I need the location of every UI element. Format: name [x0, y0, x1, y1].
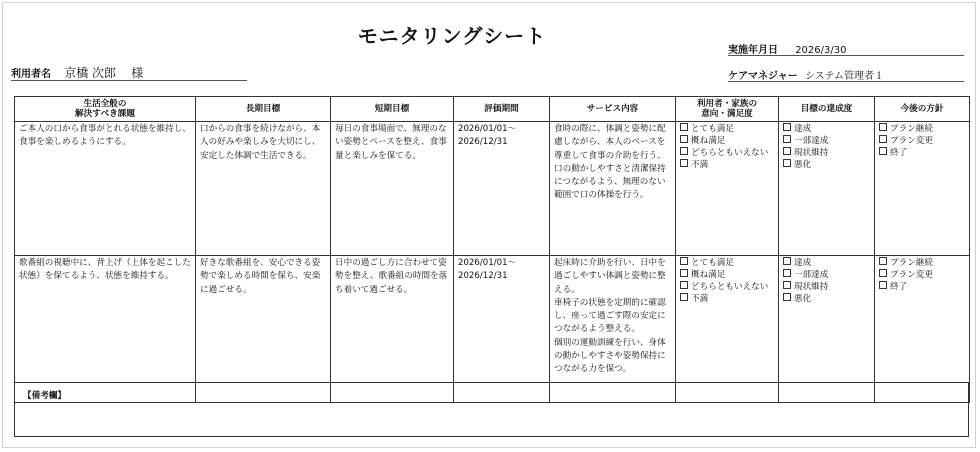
issue-cell: 歌番組の視聴中に、背上げ（上体を起こした状態）を保てるよう、状態を維持する。 [15, 256, 196, 403]
implementation-date [728, 41, 846, 56]
checkbox[interactable] [783, 281, 791, 289]
policy-option-end[interactable]: 終了 [879, 147, 965, 159]
header-short-goal: 短期目標 [331, 97, 454, 122]
checkbox[interactable] [680, 159, 688, 167]
achievement-option-maintained[interactable]: 現状維持 [783, 147, 870, 159]
checkbox[interactable] [680, 293, 688, 301]
notes-box[interactable] [14, 382, 969, 437]
satisfaction-cell [676, 256, 779, 403]
header-period: 評価期間 [454, 97, 550, 122]
satisfaction-option-dissatisfied[interactable]: 不満 [680, 159, 774, 171]
policy-option-continue[interactable]: プラン継続 [879, 123, 965, 135]
period-start: 2026/01/01～ [458, 124, 517, 134]
achievement-option-worsened[interactable]: 悪化 [783, 159, 870, 171]
achievement-cell [779, 122, 875, 256]
checkbox[interactable] [783, 123, 791, 131]
satisfaction-option-very-satisfied[interactable]: とても満足 [680, 257, 774, 269]
service-item: 食時の際に、体調と姿勢に配慮しながら、本人のペースを尊重して食事の介助を行う。 [554, 124, 666, 161]
achievement-option-partial[interactable]: 一部達成 [783, 135, 870, 147]
period-cell [454, 122, 550, 256]
satisfaction-option-neutral[interactable]: どちらともいえない [680, 281, 774, 293]
checkbox[interactable] [680, 269, 688, 277]
implementation-date-label: 実施年月日 [728, 45, 778, 56]
service-item: 口の動かしやすさと清潔保持につながるよう、無理のない範囲で口の体操を行う。 [554, 163, 666, 201]
implementation-date-value: 2026/3/30 [795, 45, 847, 56]
achievement-cell [779, 256, 875, 403]
checkbox[interactable] [783, 257, 791, 265]
policy-cell [875, 122, 970, 256]
care-manager-label: ケアマネジャー [728, 71, 798, 82]
period-cell [454, 256, 550, 403]
care-manager-underline [728, 81, 964, 82]
achievement-option-achieved[interactable]: 達成 [783, 257, 870, 269]
notes-label: 【備考欄】 [23, 391, 66, 401]
checkbox[interactable] [680, 135, 688, 143]
header-achievement: 目標の達成度 [779, 97, 875, 122]
satisfaction-option-very-satisfied[interactable]: とても満足 [680, 123, 774, 135]
page-title: モニタリングシート [357, 24, 547, 48]
short-goal-cell: 毎日の食事場面で、無理のない姿勢とペースを整え、食事量と楽しみを保てる。 [331, 122, 454, 256]
header-service: サービス内容 [550, 97, 676, 122]
service-cell [550, 256, 676, 403]
policy-option-change[interactable]: プラン変更 [879, 135, 965, 147]
user-name-underline [11, 80, 247, 81]
table-row [15, 122, 970, 256]
table-header-row [15, 97, 970, 122]
satisfaction-option-dissatisfied[interactable]: 不満 [680, 293, 774, 305]
service-cell [550, 122, 676, 256]
satisfaction-option-mostly-satisfied[interactable]: 概ね満足 [680, 135, 774, 147]
checkbox[interactable] [680, 123, 688, 131]
achievement-option-partial[interactable]: 一部達成 [783, 269, 870, 281]
user-honorific: 様 [131, 66, 144, 80]
monitoring-table [14, 96, 970, 403]
long-goal-cell: 口からの食事を続けながら、本人の好みや楽しみを大切にし、安定した体調で生活できる。 [196, 122, 331, 256]
service-item: 車椅子の状態を定期的に確認し、座って過ごす際の安定につながるよう整える。 [554, 297, 666, 335]
checkbox[interactable] [680, 281, 688, 289]
period-start: 2026/01/01～ [458, 258, 517, 268]
service-item: 起床時に介助を行い、日中を過ごしやすい体調と姿勢に整える。 [554, 258, 666, 295]
period-end: 2026/12/31 [458, 271, 508, 282]
header-satisfaction: 利用者・家族の 意向・満足度 [676, 97, 779, 122]
achievement-option-worsened[interactable]: 悪化 [783, 293, 870, 305]
table-row [15, 256, 970, 403]
checkbox[interactable] [783, 269, 791, 277]
header-issue: 生活全般の 解決すべき課題 [15, 97, 196, 122]
satisfaction-option-neutral[interactable]: どちらともいえない [680, 147, 774, 159]
issue-cell: ご本人の口から食事がとれる状態を維持し、食事を楽しめるようにする。 [15, 122, 196, 256]
policy-option-continue[interactable]: プラン継続 [879, 257, 965, 269]
checkbox[interactable] [783, 159, 791, 167]
checkbox[interactable] [879, 135, 887, 143]
checkbox[interactable] [680, 147, 688, 155]
checkbox[interactable] [783, 293, 791, 301]
service-item: 個別の運動訓練を行い、身体の動かしやすさや姿勢保持につながる力を保つ。 [554, 337, 666, 375]
period-end: 2026/12/31 [458, 137, 508, 148]
checkbox[interactable] [879, 281, 887, 289]
user-name-row [11, 64, 143, 81]
header-policy: 今後の方針 [875, 97, 970, 122]
long-goal-cell: 好きな歌番組を、安心できる姿勢で楽しめる時間を保ち、安楽に過ごせる。 [196, 256, 331, 403]
user-name-label: 利用者名 [11, 69, 51, 80]
care-manager-value: システム管理者１ [805, 71, 884, 82]
satisfaction-cell [676, 122, 779, 256]
user-name-value: 京橋 次郎 [64, 66, 117, 80]
checkbox[interactable] [879, 123, 887, 131]
checkbox[interactable] [879, 257, 887, 265]
checkbox[interactable] [783, 135, 791, 143]
policy-option-end[interactable]: 終了 [879, 281, 965, 293]
header-long-goal: 長期目標 [196, 97, 331, 122]
implementation-date-underline [728, 55, 964, 56]
achievement-option-achieved[interactable]: 達成 [783, 123, 870, 135]
policy-option-change[interactable]: プラン変更 [879, 269, 965, 281]
satisfaction-option-mostly-satisfied[interactable]: 概ね満足 [680, 269, 774, 281]
checkbox[interactable] [680, 257, 688, 265]
checkbox[interactable] [879, 269, 887, 277]
achievement-option-maintained[interactable]: 現状維持 [783, 281, 870, 293]
policy-cell [875, 256, 970, 403]
short-goal-cell: 日中の過ごし方に合わせて姿勢を整え、歌番組の時間を落ち着いて過ごせる。 [331, 256, 454, 403]
care-manager [728, 67, 884, 82]
checkbox[interactable] [783, 147, 791, 155]
checkbox[interactable] [879, 147, 887, 155]
